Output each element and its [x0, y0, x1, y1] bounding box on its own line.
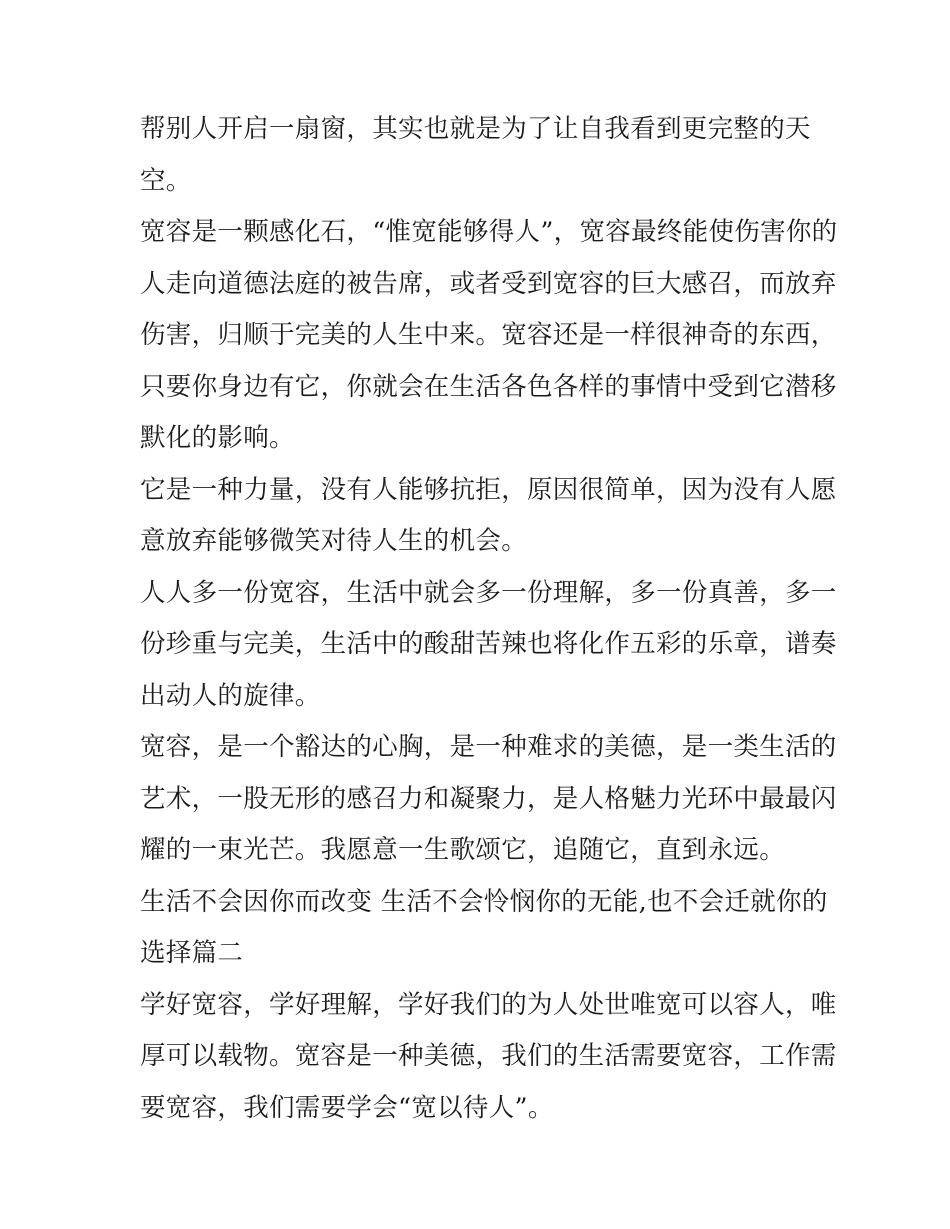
text-line: 厚可以载物。宽容是一种美德，我们的生活需要宽容，工作需 — [140, 1041, 837, 1071]
text-line: 选择篇二 — [140, 938, 244, 968]
text-line: 份珍重与完美，生活中的酸甜苦辣也将化作五彩的乐章，谱奏 — [140, 629, 837, 659]
text-line: 帮别人开启一扇窗，其实也就是为了让自我看到更完整的天 — [140, 114, 811, 144]
text-line: 人走向道德法庭的被告席，或者受到宽容的巨大感召，而放弃 — [140, 268, 837, 299]
text-line: 人人多一份宽容，生活中就会多一份理解，多一份真善，多一 — [140, 577, 837, 608]
document-body-text — [140, 104, 838, 1134]
text-line: 出动人的旋律。 — [140, 680, 321, 711]
text-line: 只要你身边有它，你就会在生活各色各样的事情中受到它潜移 — [140, 371, 837, 402]
text-line: 学好宽容，学好理解，学好我们的为人处世唯宽可以容人，唯 — [140, 989, 837, 1020]
text-line: 宽容，是一个豁达的心胸，是一种难求的美德，是一类生活的 — [140, 732, 837, 762]
text-line: 意放弃能够微笑对待人生的机会。 — [140, 526, 528, 556]
text-line: 伤害，归顺于完美的人生中来。宽容还是一样很神奇的东西， — [140, 320, 837, 350]
text-line: 艺术，一股无形的感召力和凝聚力，是人格魅力光环中最最闪 — [140, 783, 837, 814]
text-line: 生活不会因你而改变 生活不会怜悯你的无能,也不会迁就你的 — [140, 886, 828, 917]
text-line: 耀的一束光芒。我愿意一生歌颂它，追随它，直到永远。 — [140, 835, 786, 865]
text-line: 要宽容，我们需要学会“宽以待人”。 — [140, 1092, 554, 1123]
text-line: 宽容是一颗感化石，“惟宽能够得人”，宽容最终能使伤害你的 — [140, 217, 838, 247]
text-line: 默化的影响。 — [140, 423, 295, 453]
text-line: 空。 — [140, 165, 192, 196]
text-line: 它是一种力量，没有人能够抗拒，原因很简单，因为没有人愿 — [140, 474, 837, 505]
